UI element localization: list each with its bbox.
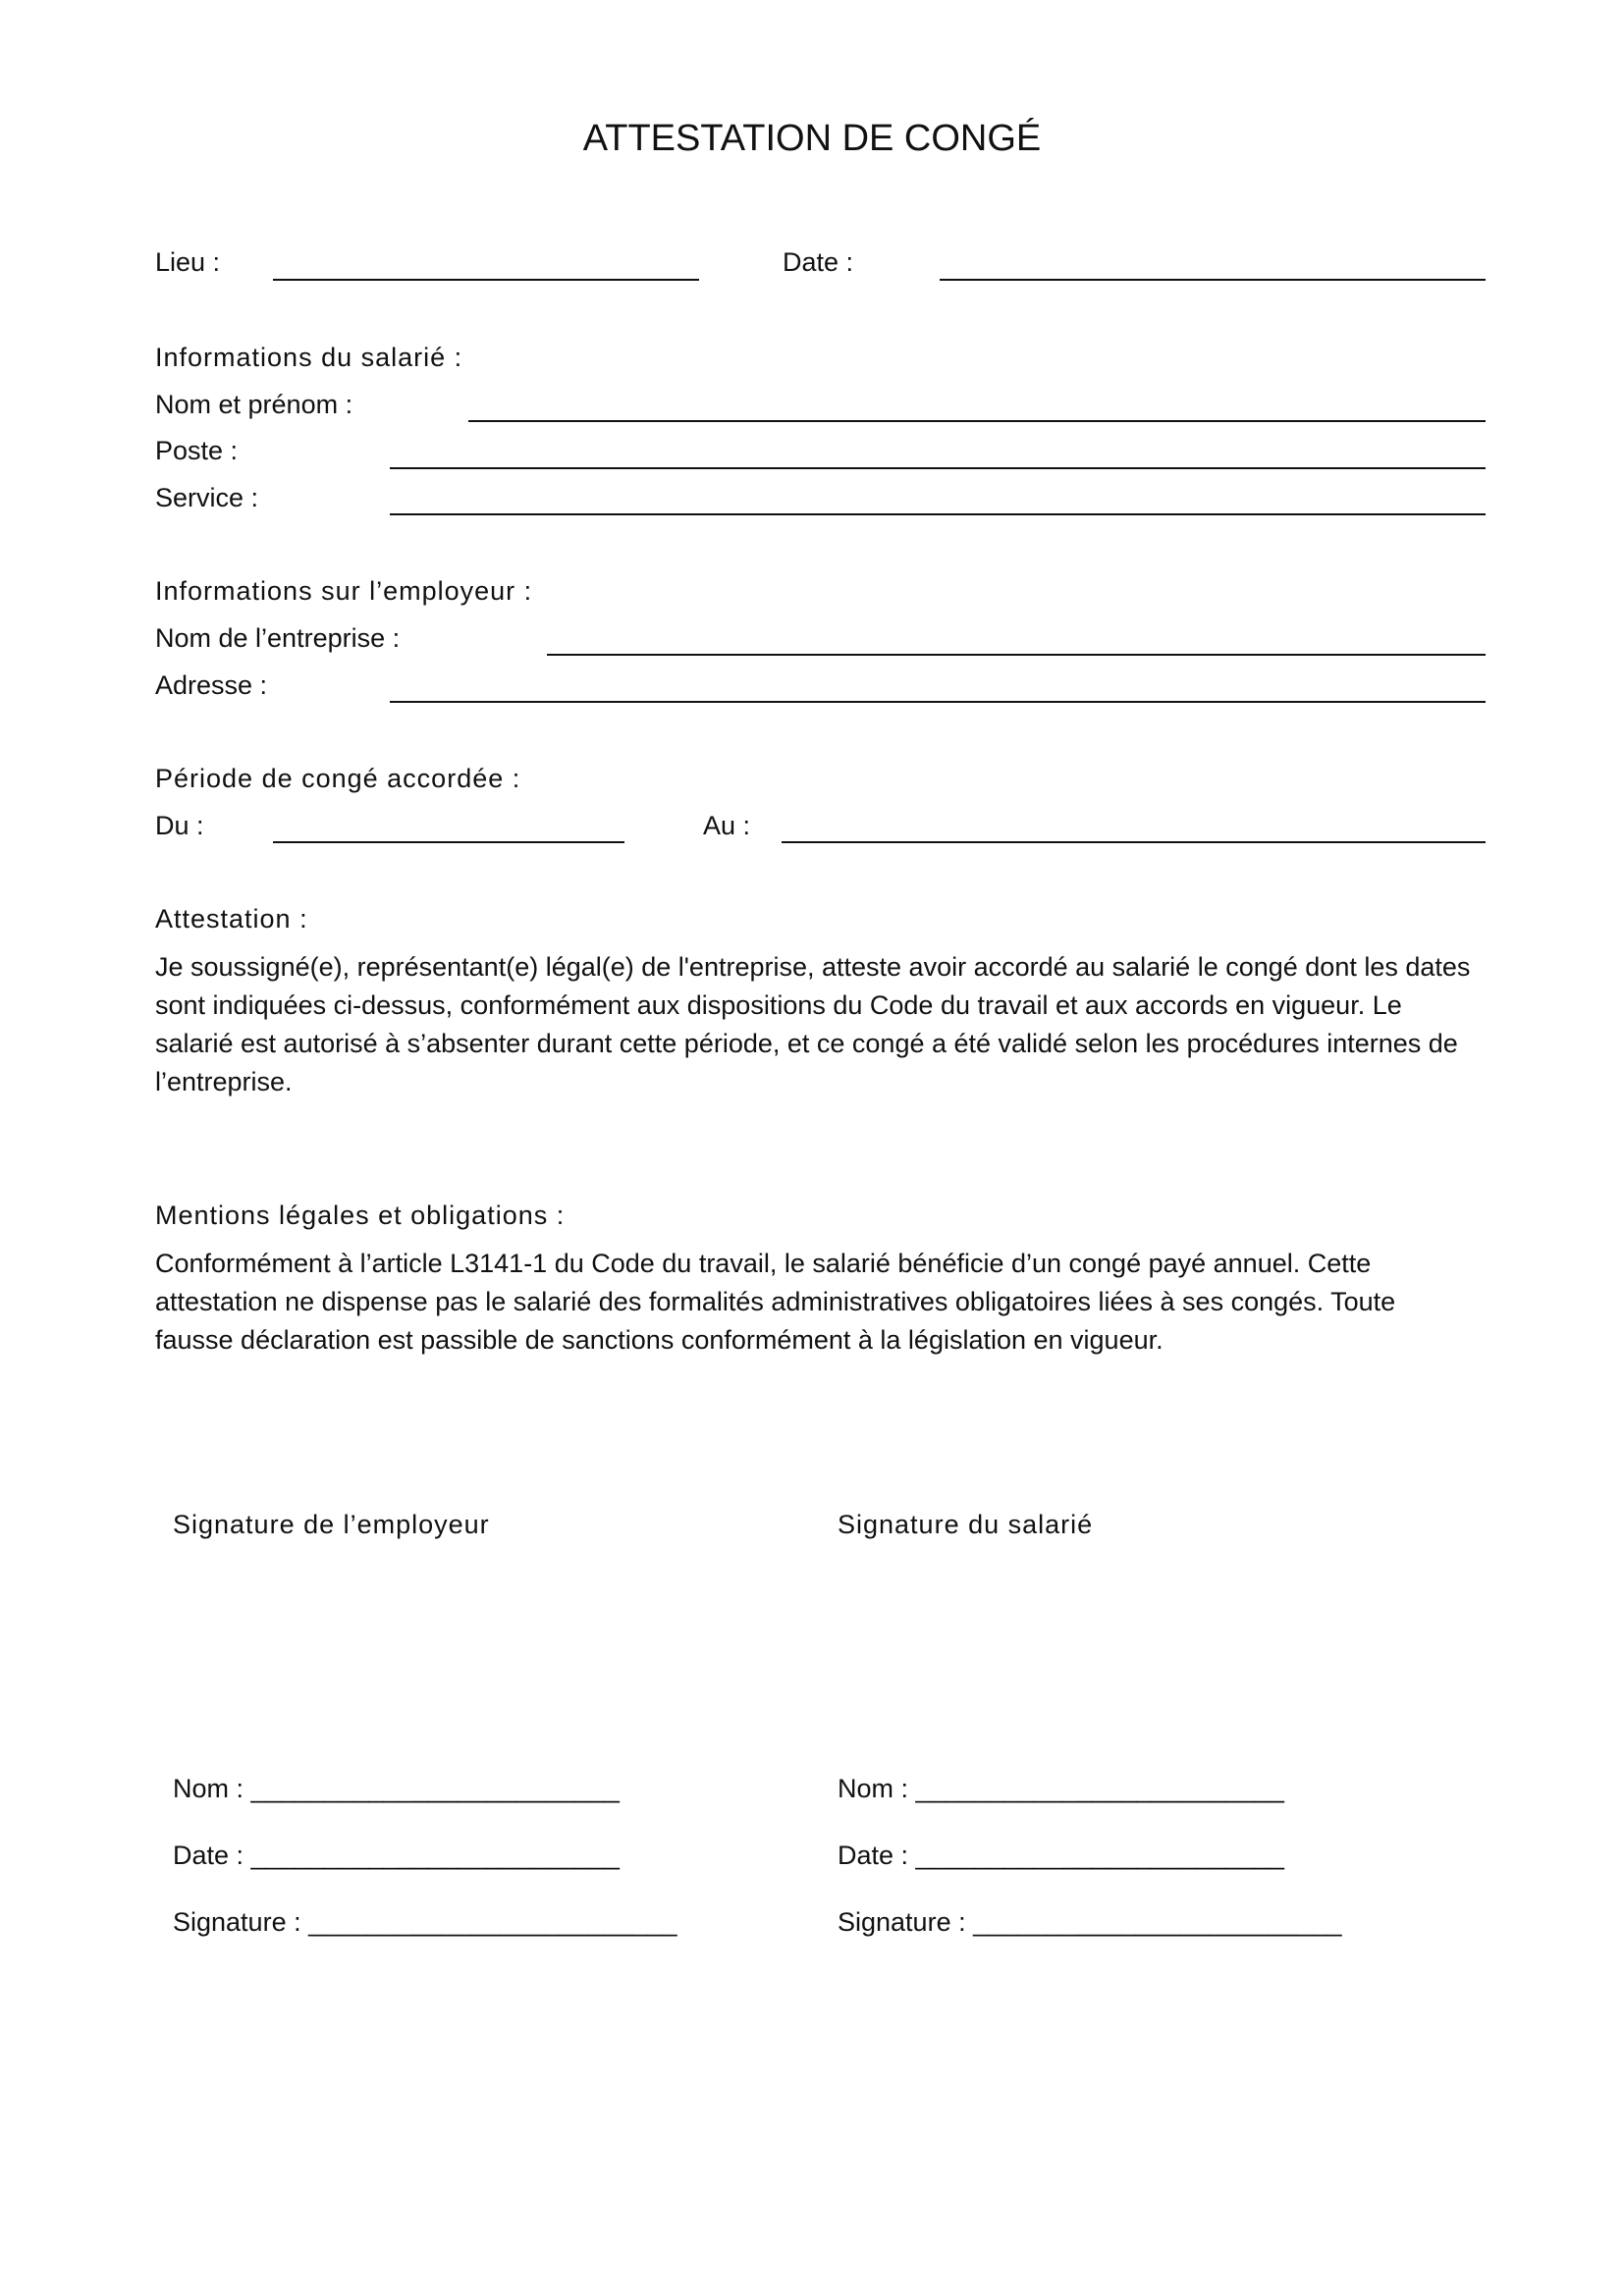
from-label: Du : — [155, 811, 204, 840]
company-field[interactable] — [547, 654, 1486, 656]
document-title: ATTESTATION DE CONGÉ — [582, 118, 1042, 159]
to-field[interactable] — [782, 841, 1486, 843]
legal-text: Conformément à l’article L3141-1 du Code du travail, le salarié bénéficie d’un congé payé annuel. Cette attestation ne dispense pas le salarié des formalités administratives obligatoires liées à ses congés. Toute fausse déclaration est passible de sanctions conformément à la législation en vigueur. — [155, 1249, 1396, 1355]
to-label: Au : — [703, 811, 751, 840]
attestation-text: Je soussigné(e), représentant(e) légal(e) de l'entreprise, atteste avoir accordé au salarié le congé dont les dates sont indiquées ci-dessus, conformément aux dispositions du Code du travail et aux accords en vigueur. Le salarié est autorisé à s’absenter durant cette période, et ce congé a été validé selon les procédures internes de l’entreprise. — [155, 952, 1471, 1096]
employer-info-heading: Informations sur l’employeur : — [155, 576, 533, 606]
date-field[interactable] — [940, 279, 1486, 281]
lieu-label: Lieu : — [155, 247, 221, 277]
employee-info-heading: Informations du salarié : — [155, 343, 463, 372]
lieu-field[interactable] — [273, 279, 699, 281]
employer-date-field[interactable]: Date : _________________________ — [173, 1841, 620, 1870]
position-field[interactable] — [390, 467, 1486, 469]
company-label: Nom de l’entreprise : — [155, 623, 401, 653]
employee-signature-field[interactable]: Signature : _________________________ — [838, 1907, 1342, 1937]
employee-date-field[interactable]: Date : _________________________ — [838, 1841, 1284, 1870]
position-label: Poste : — [155, 436, 239, 465]
period-heading: Période de congé accordée : — [155, 764, 521, 793]
employer-name-field[interactable]: Nom : _________________________ — [173, 1774, 620, 1803]
attestation-heading: Attestation : — [155, 904, 308, 934]
date-label: Date : — [783, 247, 854, 277]
address-field[interactable] — [390, 701, 1486, 703]
address-label: Adresse : — [155, 670, 268, 700]
name-field[interactable] — [468, 420, 1486, 422]
employer-signature-heading: Signature de l’employeur — [173, 1510, 490, 1539]
name-label: Nom et prénom : — [155, 390, 353, 419]
employee-signature-heading: Signature du salarié — [838, 1510, 1094, 1539]
employer-signature-field[interactable]: Signature : _________________________ — [173, 1907, 677, 1937]
employee-name-field[interactable]: Nom : _________________________ — [838, 1774, 1284, 1803]
from-field[interactable] — [273, 841, 624, 843]
service-field[interactable] — [390, 513, 1486, 515]
service-label: Service : — [155, 483, 259, 512]
legal-heading: Mentions légales et obligations : — [155, 1201, 566, 1230]
